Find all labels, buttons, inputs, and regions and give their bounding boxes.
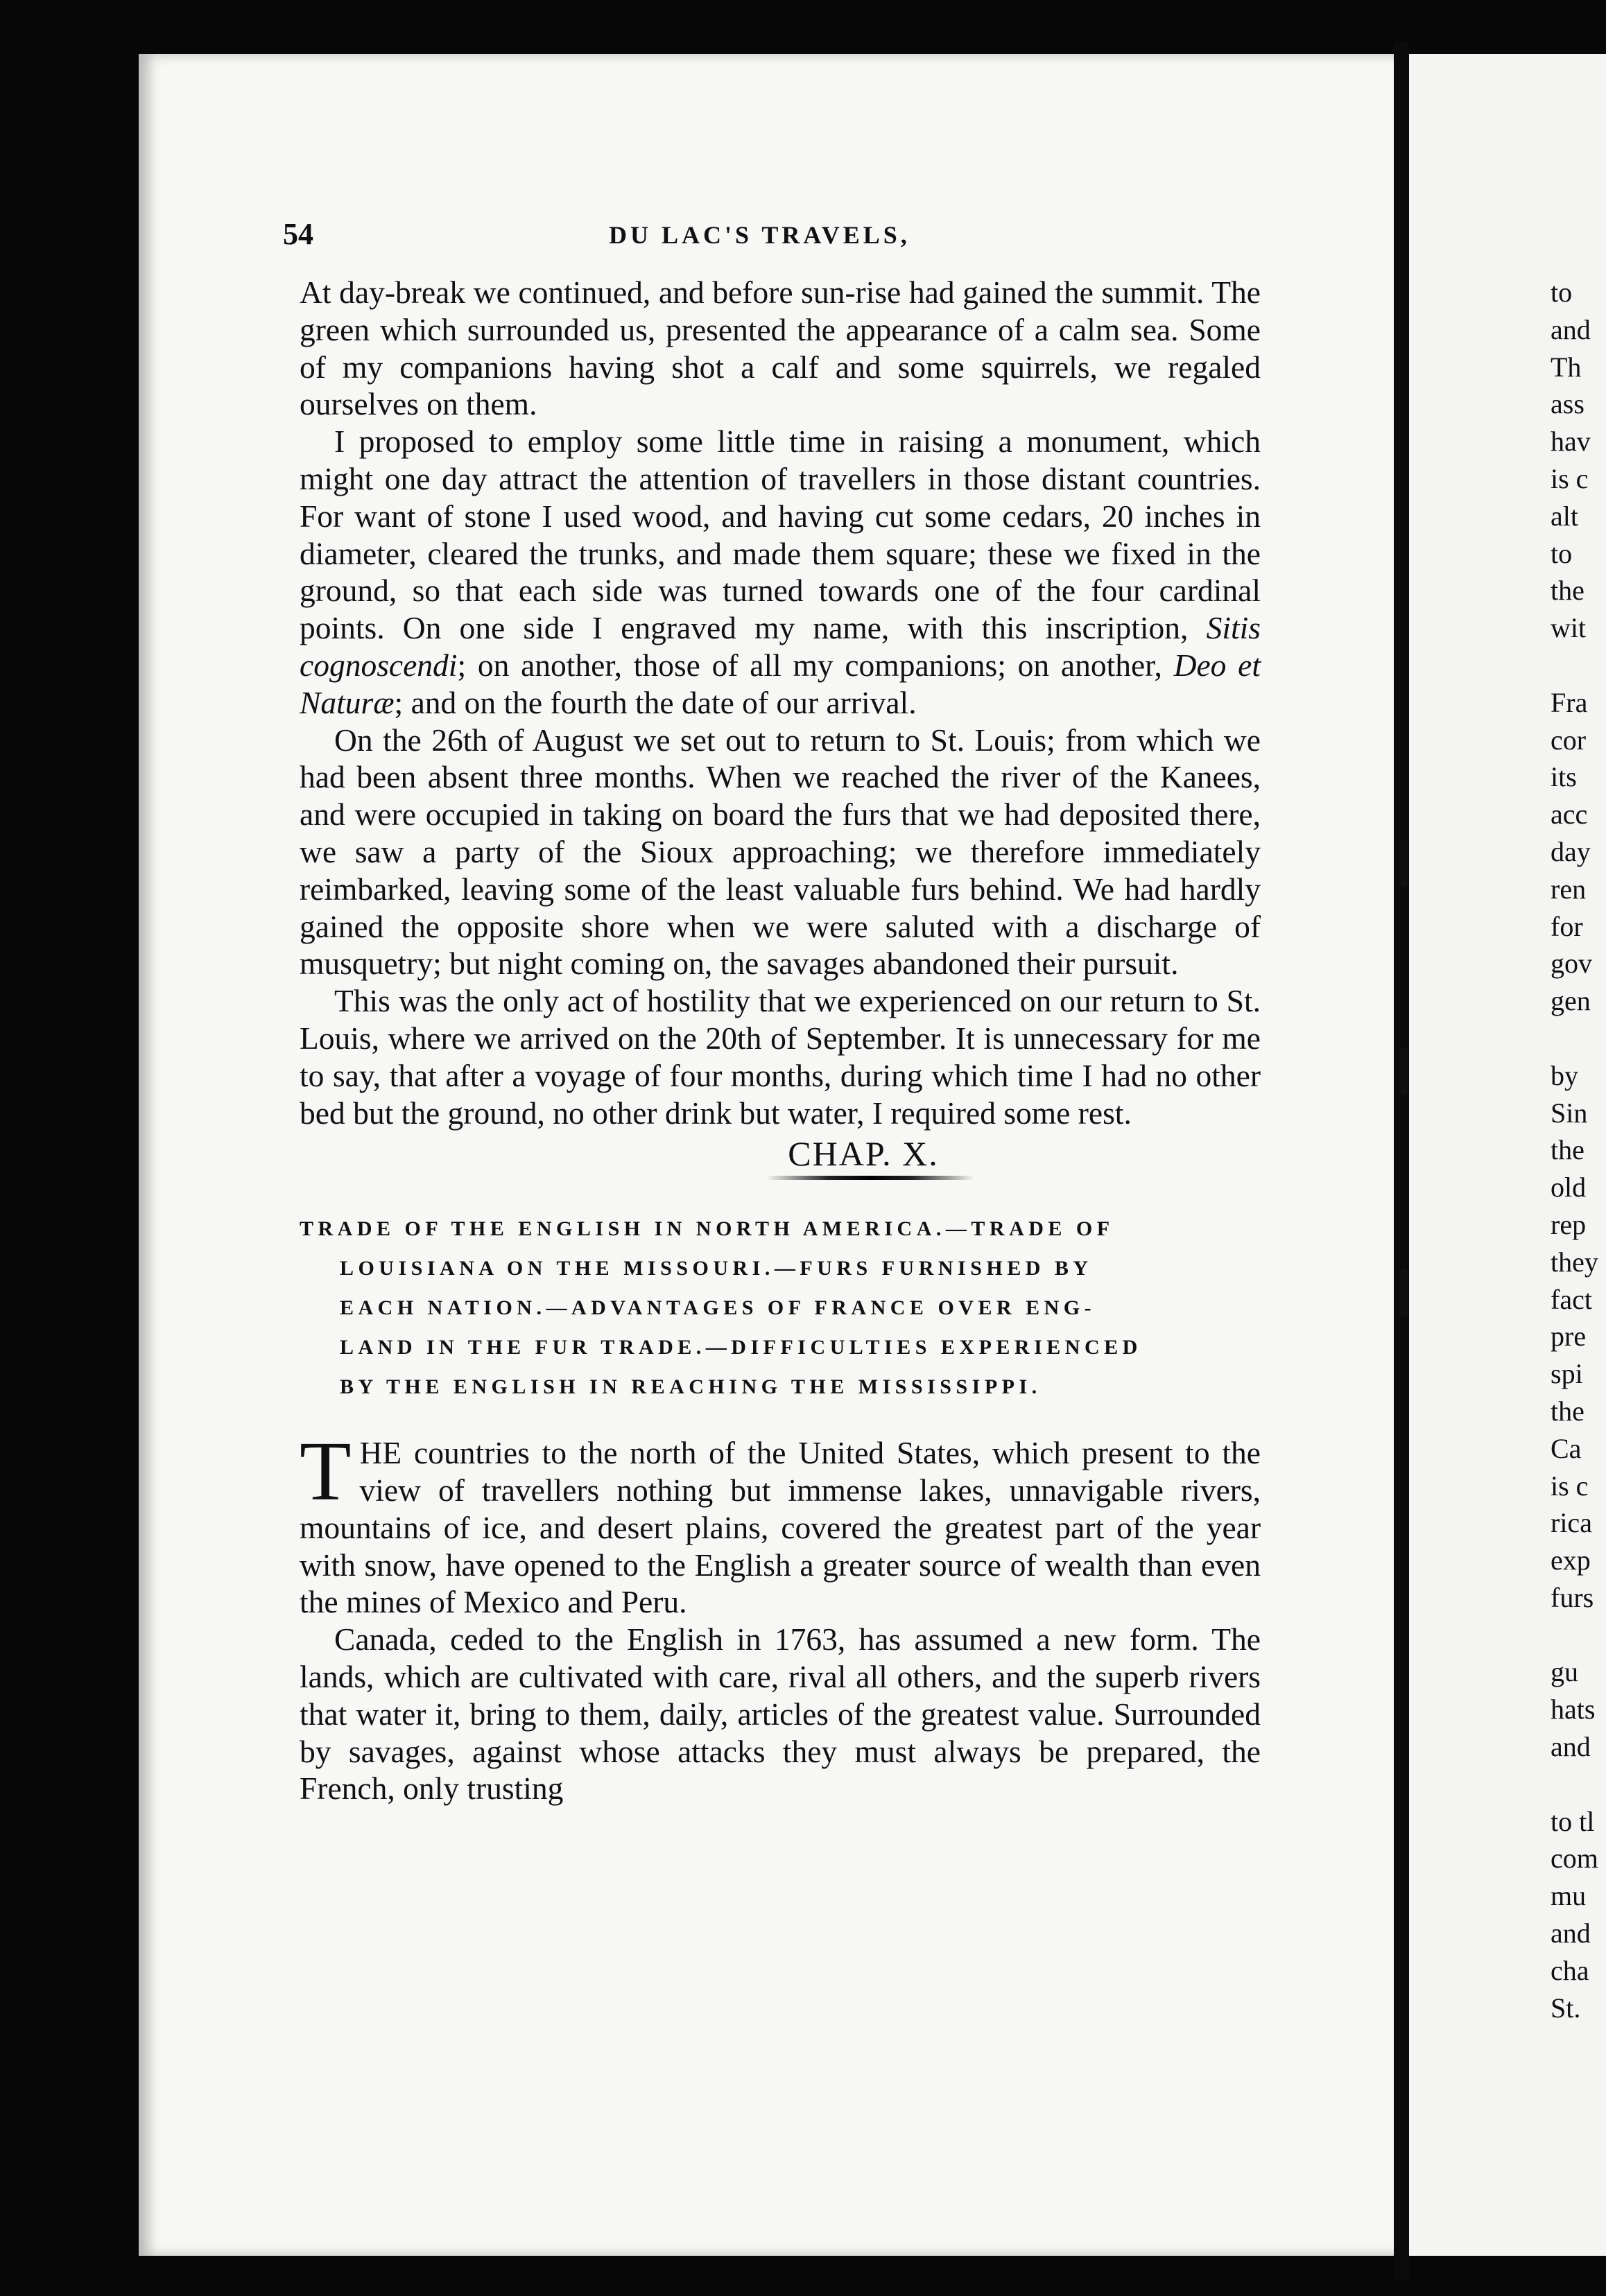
facing-page-fragment: to tl [1551,1805,1595,1837]
summary-line: EACH NATION.—ADVANTAGES OF FRANCE OVER ENG- [340,1296,1096,1320]
facing-page-fragment: the [1551,1134,1585,1166]
binding-mark [1399,1269,1408,1317]
facing-page-fragment: the [1551,575,1585,607]
paragraph: This was the only act of hostility that we experienced on our return to St. Louis, where we arrived on the 20th of September. It is unnecessary for me to say, that after a voyage of four months, during which time I had no other bed but the ground, no other drink but water, I required some rest. [300,983,1261,1131]
facing-page-fragment: gov [1551,948,1592,980]
facing-page-fragment: cor [1551,724,1587,756]
binding-mark [1399,1047,1408,1095]
facing-page-fragment: spi [1551,1358,1583,1390]
facing-page-fragment: wit [1551,612,1587,644]
facing-page-fragment [1551,1020,1606,1057]
facing-page-fragment: and [1551,313,1591,345]
page-body [300,274,1261,1807]
chapter-summary [300,1209,1261,1407]
facing-page-fragment: is c [1551,462,1589,494]
binding-mark [1399,839,1408,887]
page-number: 54 [283,217,313,251]
facing-page-fragment: to [1551,537,1573,569]
facing-page-fragment: Th [1551,351,1582,383]
paragraph: At day-break we continued, and before sun-rise had gained the summit. The green which surrounded us, presented the appearance of a calm sea. Some of my companions having shot a calf and some squirrels, we regaled ourselves on them. [300,275,1261,422]
facing-page-fragment: exp [1551,1545,1591,1576]
page-header [283,216,1268,258]
summary-line: LOUISIANA ON THE MISSOURI.—FURS FURNISHED BY [340,1257,1093,1280]
facing-page-fragment: furs [1551,1581,1594,1613]
facing-page-fragment: for [1551,910,1583,942]
summary-line: BY THE ENGLISH IN REACHING THE MISSISSIPPI. [340,1375,1042,1399]
facing-page-fragment: Sin [1551,1097,1588,1129]
summary-line: LAND IN THE FUR TRADE.—DIFFICULTIES EXPERIENCED [340,1336,1142,1359]
opening-text: HE countries to the north of the United States, which present to the view of travellers nothing but immense lakes, unnavigable rivers, mountains of ice, and desert plains, covered the greatest part of the year with snow, have opened to the English a greater source of wealth than even the mines of Mexico and Peru. [300,1435,1261,1620]
facing-page-fragment: com [1551,1843,1598,1875]
drop-cap: T [300,1425,352,1519]
facing-page-fragment [1551,647,1606,684]
facing-page-fragment: to [1551,277,1573,308]
facing-page-fragment: by [1551,1059,1578,1091]
facing-page-fragment [1551,1617,1606,1654]
paragraph: On the 26th of August we set out to return to St. Louis; from which we had been absent three months. When we reached the river of the Kanees, and were occupied in taking on board the furs that we had deposited there, we saw a party of the Sioux approaching; we therefore immediately reimbarked, leaving some of the least valuable furs behind. We had hardly gained the opposite shore when we were saluted with a discharge of musquetry; but night coming on, the savages abandoned their pursuit. [300,722,1261,982]
facing-page-fragment: cha [1551,1954,1589,1986]
chapter-title: CHAP. X. [788,1134,939,1174]
facing-page-fragment [1551,1766,1606,1803]
facing-page-fragment: St. [1551,1992,1581,2024]
facing-page-fragment: hav [1551,426,1591,458]
chapter-opening [300,1425,1261,1621]
facing-page-fragment: mu [1551,1880,1587,1912]
facing-page-fragment: old [1551,1172,1587,1203]
running-head: DU LAC'S TRAVELS, [609,221,910,249]
facing-page-fragment: pre [1551,1321,1587,1353]
facing-page-fragment: ren [1551,873,1587,905]
facing-page-fragment: rica [1551,1507,1592,1539]
facing-page-fragment: rep [1551,1208,1587,1240]
facing-page-fragment: and [1551,1917,1591,1949]
chapter-rule [766,1176,974,1180]
page-gutter [1394,42,1409,2281]
facing-page-fragment: alt [1551,500,1578,532]
facing-page-fragment: gen [1551,985,1591,1017]
facing-page-fragment: gu [1551,1656,1578,1688]
facing-page-fragment: the [1551,1395,1585,1427]
facing-page-fragment: and [1551,1731,1591,1763]
facing-page-fragment: ass [1551,388,1585,420]
facing-page-fragment: Fra [1551,686,1588,718]
facing-page-fragment: hats [1551,1694,1596,1725]
facing-page-fragment: acc [1551,799,1588,830]
facing-page-fragment: they [1551,1246,1598,1278]
paragraph: I proposed to employ some little time in raising a monument, which might one day attract the attention of travellers in those distant countries. For want of stone I used wood, and having cut some cedars, 20 inches in diameter, cleared the trunks, and made them square; these we fixed in the ground, so that each side was turned towards one of the four cardinal points. On one side I engraved my name, with this inscription, Sitis cognoscendi; on another, those of all my companions; on another, Deo et Naturæ; and on the fourth the date of our arrival. [300,424,1261,720]
facing-page-text [1551,274,1606,2026]
facing-page-fragment: fact [1551,1283,1592,1315]
facing-page-fragment: its [1551,761,1577,793]
paragraph: Canada, ceded to the English in 1763, has assumed a new form. The lands, which are cultivated with care, rival all others, and the superb rivers that water it, bring to them, daily, articles of the greatest value. Surrounded by savages, against whose attacks they must always be prepared, the French, only trusting [300,1621,1261,1807]
facing-page-fragment: Ca [1551,1432,1582,1464]
summary-line: TRADE OF THE ENGLISH IN NORTH AMERICA.—TRADE OF [300,1217,1114,1241]
facing-page-fragment: day [1551,835,1591,867]
facing-page-fragment: is c [1551,1470,1589,1502]
